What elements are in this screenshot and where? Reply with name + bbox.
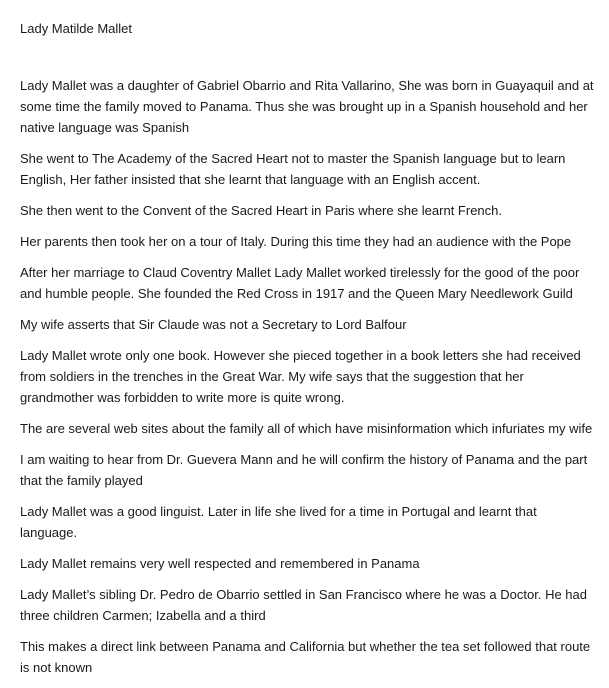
text-line: that the family played [20, 473, 143, 488]
text-line: English, Her father insisted that she learnt that language with an English accent. [20, 172, 481, 187]
text-line: Lady Mallet was a good linguist. Later in life she lived for a time in Portugal and learnt that [20, 504, 537, 519]
text-line: three children Carmen; Izabella and a third [20, 608, 266, 623]
text-line: I am waiting to hear from Dr. Guevera Mann and he will confirm the history of Panama and the part [20, 452, 588, 467]
text-line: and humble people. She founded the Red Cross in 1917 and the Queen Mary Needlework Guild [20, 286, 573, 301]
paragraph-linguist [20, 501, 600, 543]
paragraph-marriage [20, 262, 600, 304]
document-body [20, 75, 600, 688]
paragraph-history-confirm [20, 449, 600, 491]
text-line: She then went to the Convent of the Sacred Heart in Paris where she learnt French. [20, 203, 502, 218]
text-line: from soldiers in the trenches in the Great War. My wife says that the suggestion that her [20, 369, 524, 384]
text-line: She went to The Academy of the Sacred Heart not to master the Spanish language but to learn [20, 151, 566, 166]
text-line: This makes a direct link between Panama and California but whether the tea set followed that route [20, 639, 591, 654]
document-title: Lady Matilde Mallet [20, 21, 132, 36]
paragraph-sibling [20, 584, 600, 626]
text-line: Lady Mallet remains very well respected and remembered in Panama [20, 556, 420, 571]
paragraph-web-sites [20, 418, 600, 439]
paragraph-italy-tour [20, 231, 600, 252]
paragraph-academy [20, 148, 600, 190]
text-line: My wife asserts that Sir Claude was not a Secretary to Lord Balfour [20, 317, 407, 332]
text-line: Lady Mallet was a daughter of Gabriel Obarrio and Rita Vallarino, She was born in Guayaquil and at [20, 78, 594, 93]
text-line: is not known [20, 660, 93, 675]
paragraph-family-origin [20, 75, 600, 138]
text-line: The are several web sites about the family all of which have misinformation which infuriates my wife [20, 421, 593, 436]
paragraph-respected [20, 553, 600, 574]
text-line: language. [20, 525, 78, 540]
text-line: some time the family moved to Panama. Thus she was brought up in a Spanish household and her [20, 99, 588, 114]
paragraph-secretary [20, 314, 600, 335]
text-line: grandmother was forbidden to write more is quite wrong. [20, 390, 345, 405]
paragraph-link-california [20, 636, 600, 678]
text-line: After her marriage to Claud Coventry Mallet Lady Mallet worked tirelessly for the good of the poor [20, 265, 580, 280]
text-line: Her parents then took her on a tour of Italy. During this time they had an audience with the Pope [20, 234, 572, 249]
paragraph-convent [20, 200, 600, 221]
text-line: native language was Spanish [20, 120, 190, 135]
paragraph-book [20, 345, 600, 408]
text-line: Lady Mallet’s sibling Dr. Pedro de Obarrio settled in San Francisco where he was a Doctor. He had [20, 587, 587, 602]
text-line: Lady Mallet wrote only one book. However she pieced together in a book letters she had received [20, 348, 581, 363]
